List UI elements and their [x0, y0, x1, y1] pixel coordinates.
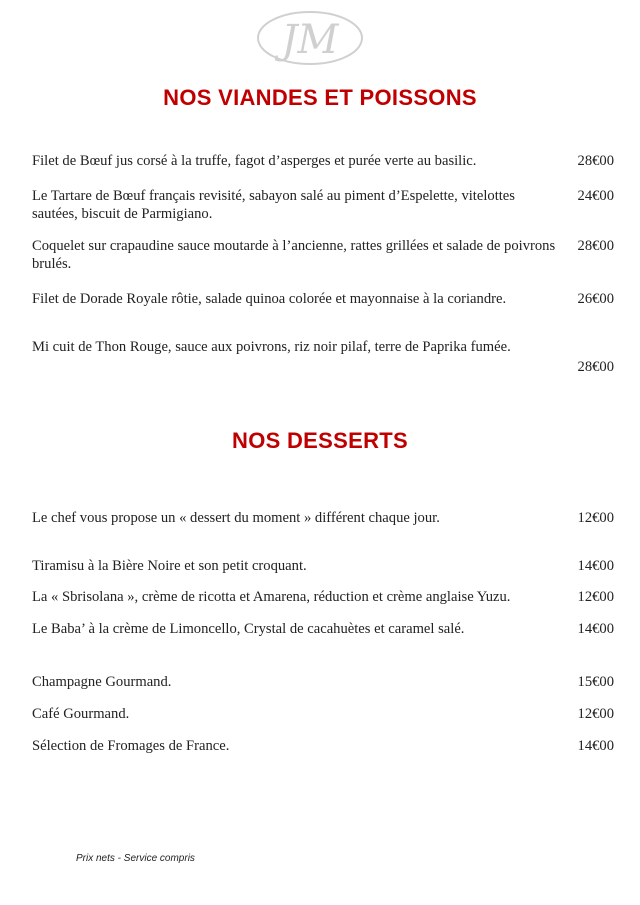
item-description: Tiramisu à la Bière Noire et son petit croquant.	[32, 558, 307, 574]
item-price: 15€00	[577, 674, 614, 690]
item-price: 12€00	[577, 510, 614, 526]
menu-item	[32, 737, 614, 755]
item-description: Filet de Bœuf jus corsé à la truffe, fagot d’asperges et purée verte au basilic.	[32, 153, 477, 169]
menu-item	[32, 290, 614, 308]
item-description: Café Gourmand.	[32, 706, 130, 722]
item-description: Le Baba’ à la crème de Limoncello, Crystal de cacahuètes et caramel salé.	[32, 621, 465, 637]
item-price: 26€00	[577, 291, 614, 307]
menu-item	[32, 705, 614, 723]
item-price: 14€00	[577, 621, 614, 637]
item-price: 24€00	[577, 188, 614, 204]
section-title-desserts: NOS DESSERTS	[232, 428, 408, 453]
item-description: Le Tartare de Bœuf français revisité, sabayon salé au piment d’Espelette, vitelottes sautées, biscuit de Parmigiano.	[32, 188, 515, 222]
menu-item	[32, 152, 614, 170]
item-description: Le chef vous propose un « dessert du moment » différent chaque jour.	[32, 510, 440, 526]
item-description: La « Sbrisolana », crème de ricotta et Amarena, réduction et crème anglaise Yuzu.	[32, 589, 511, 605]
menu-item	[32, 187, 614, 223]
footer-note: Prix nets - Service compris	[76, 853, 195, 864]
item-description: Filet de Dorade Royale rôtie, salade quinoa colorée et mayonnaise à la coriandre.	[32, 291, 507, 307]
item-price: 14€00	[577, 738, 614, 754]
item-description: Coquelet sur crapaudine sauce moutarde à l’ancienne, rattes grillées et salade de poivrons brulés.	[32, 238, 556, 272]
item-description: Champagne Gourmand.	[32, 674, 172, 690]
item-price: 28€00	[577, 238, 614, 254]
item-price: 12€00	[577, 589, 614, 605]
item-description: Mi cuit de Thon Rouge, sauce aux poivrons, riz noir pilaf, terre de Paprika fumée.	[32, 339, 511, 355]
menu-item	[32, 620, 614, 638]
item-description: Sélection de Fromages de France.	[32, 738, 230, 754]
menu-item	[32, 673, 614, 691]
restaurant-logo	[255, 8, 365, 66]
item-price: 28€00	[577, 359, 614, 375]
item-price: 12€00	[577, 706, 614, 722]
menu-item	[32, 588, 614, 606]
svg-text:JM: JM	[281, 17, 339, 63]
menu-item	[32, 237, 614, 273]
menu-item	[32, 509, 614, 527]
item-price: 28€00	[577, 153, 614, 169]
section-title-meats-fish: NOS VIANDES ET POISSONS	[163, 85, 477, 110]
menu-item	[32, 557, 614, 575]
item-price: 14€00	[577, 558, 614, 574]
menu-item	[32, 338, 614, 375]
